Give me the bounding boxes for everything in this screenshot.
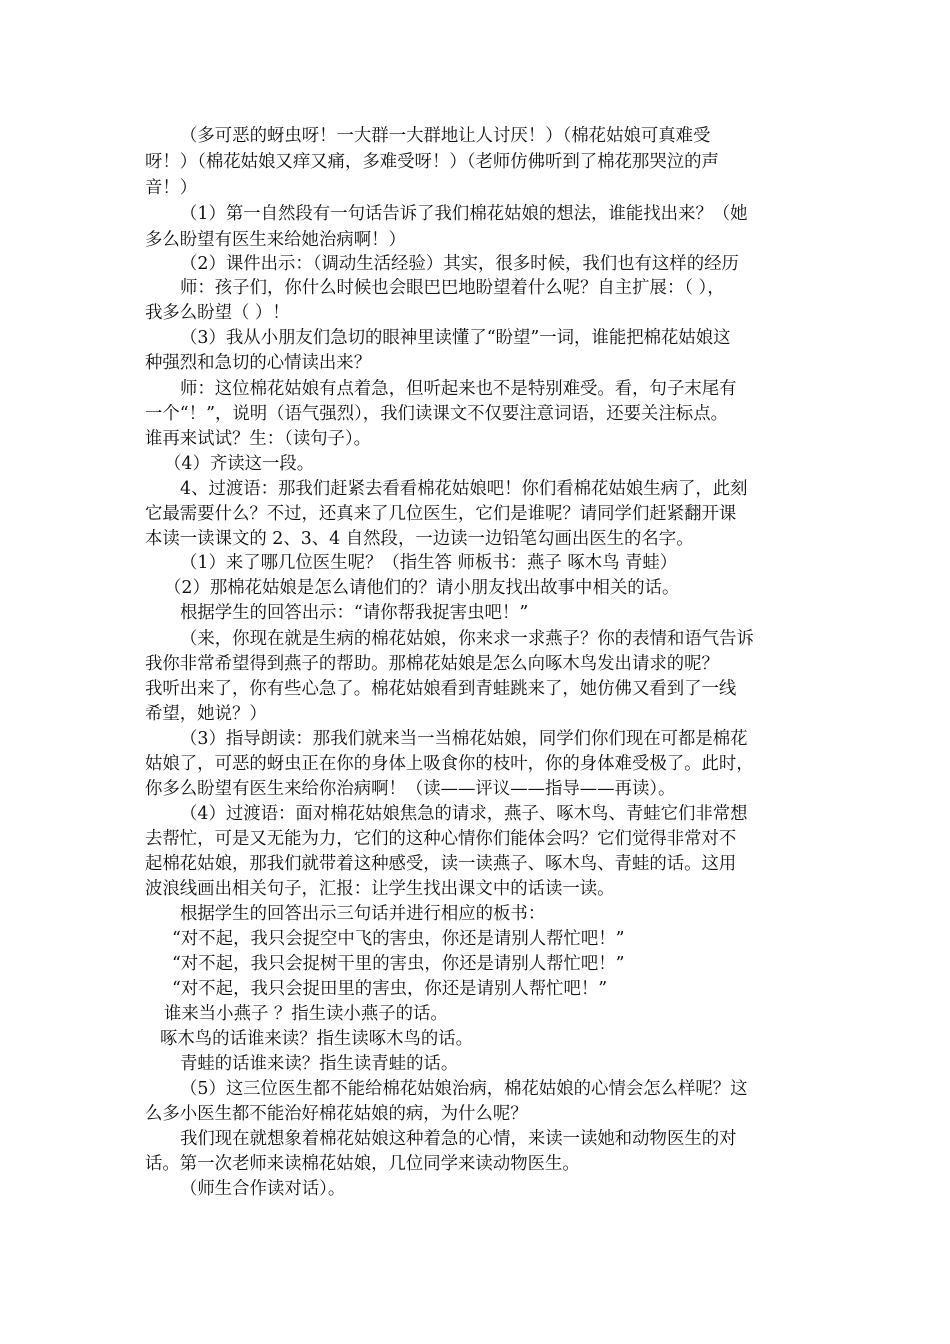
text-line: 4、过渡语：那我们赶紧去看看棉花姑娘吧！你们看棉花姑娘生病了，此刻 xyxy=(180,479,748,499)
text-line: （多可恶的蚜虫呀！一大群一大群地让人讨厌！）（棉花姑娘可真难受 xyxy=(180,126,711,146)
text-line: 我们现在就想象着棉花姑娘这种着急的心情，来读一读她和动物医生的对 xyxy=(180,1129,737,1149)
text-line: 一个“！”，说明（语气强烈），我们读课文不仅要注意词语，还要关注标点。 xyxy=(145,404,728,424)
text-line: （4）过渡语：面对棉花姑娘焦急的请求，燕子、啄木鸟、青蛙它们非常想 xyxy=(180,804,748,824)
text-line: （1）来了哪几位医生呢？（指生答 师板书：燕子 啄木鸟 青蛙） xyxy=(180,553,678,573)
text-line: 根据学生的回答出示：“请你帮我捉害虫吧！” xyxy=(180,603,529,623)
text-line: “对不起，我只会捉树干里的害虫，你还是请别人帮忙吧！” xyxy=(172,954,625,974)
text-line: 你多么盼望有医生来给你治病啊！（读——评议——指导——再读）。 xyxy=(145,779,676,799)
text-line: 希望，她说？） xyxy=(145,704,267,724)
text-line: （3）指导朗读：那我们就来当一当棉花姑娘，同学们你们现在可都是棉花 xyxy=(180,729,748,749)
text-line: 啄木鸟的话谁来读？指生读啄木鸟的话。 xyxy=(160,1029,474,1049)
text-line: 青蛙的话谁来读？指生读青蛙的话。 xyxy=(180,1054,459,1074)
text-line: 我多么盼望（ ）！ xyxy=(145,303,290,323)
text-line: 谁再来试试？生：（读句子）。 xyxy=(145,429,372,449)
text-line: （5）这三位医生都不能给棉花姑娘治病，棉花姑娘的心情会怎么样呢？这 xyxy=(180,1079,748,1099)
text-line: 种强烈和急切的心情读出来？ xyxy=(145,353,372,373)
text-line: 呀！）（棉花姑娘又痒又痛，多难受呀！）（老师仿佛听到了棉花那哭泣的声 xyxy=(145,152,719,172)
text-line: （师生合作读对话）。 xyxy=(180,1179,346,1199)
text-line: 多么盼望有医生来给她治病啊！） xyxy=(145,230,406,250)
text-line: （2）那棉花姑娘是怎么请他们的？请小朋友找出故事中相关的话。 xyxy=(164,578,680,598)
text-line: 师：这位棉花姑娘有点着急，但听起来也不是特别难受。看，句子末尾有 xyxy=(180,379,737,399)
text-line: 么多小医生都不能治好棉花姑娘的病，为什么呢？ xyxy=(145,1104,528,1124)
text-line: 起棉花姑娘，那我们就带着这种感受，读一读燕子、啄木鸟、青蛙的话。这用 xyxy=(145,854,737,874)
text-line: “对不起，我只会捉空中飞的害虫，你还是请别人帮忙吧！” xyxy=(172,929,625,949)
text-line: 波浪线画出相关句子，汇报：让学生找出课文中的话读一读。 xyxy=(145,879,615,899)
text-line: 谁来当小燕子 ？指生读小燕子的话。 xyxy=(164,1004,448,1024)
text-line: 话。第一次老师来读棉花姑娘，几位同学来读动物医生。 xyxy=(145,1154,580,1174)
text-line: 师：孩子们，你什么时候也会眼巴巴地盼望着什么呢？自主扩展：（ ）， xyxy=(180,278,725,298)
text-line: 它最需要什么？不过，还真来了几位医生，它们是谁呢？请同学们赶紧翻开课 xyxy=(145,504,737,524)
text-line: （来，你现在就是生病的棉花姑娘，你来求一求燕子？你的表情和语气告诉 xyxy=(180,629,754,649)
text-line: （3）我从小朋友们急切的眼神里读懂了“盼望”一词，谁能把棉花姑娘这 xyxy=(180,328,731,348)
text-line: 去帮忙，可是又无能为力，它们的这种心情你们能体会吗？它们觉得非常对不 xyxy=(145,829,737,849)
text-line: 本读一读课文的 2、3、4 自然段，一边读一边铅笔勾画出医生的名字。 xyxy=(145,529,694,549)
text-line: 我听出来了，你有些心急了。棉花姑娘看到青蛙跳来了，她仿佛又看到了一线 xyxy=(145,679,737,699)
text-line: （1）第一自然段有一句话告诉了我们棉花姑娘的想法，谁能找出来？（她 xyxy=(180,204,748,224)
text-line: （2）课件出示：（调动生活经验）其实，很多时候，我们也有这样的经历 xyxy=(180,254,739,274)
text-line: 音！） xyxy=(145,178,198,198)
text-line: 根据学生的回答出示三句话并进行相应的板书： xyxy=(180,904,546,924)
text-line: 我你非常希望得到燕子的帮助。那棉花姑娘是怎么向啄木鸟发出请求的呢？ xyxy=(145,654,719,674)
text-line: “对不起，我只会捉田里的害虫，你还是请别人帮忙吧！” xyxy=(172,979,608,999)
text-line: 姑娘了，可恶的蚜虫正在你的身体上吸食你的枝叶，你的身体难受极了。此时， xyxy=(145,754,754,774)
text-line: （4）齐读这一段。 xyxy=(164,454,315,474)
